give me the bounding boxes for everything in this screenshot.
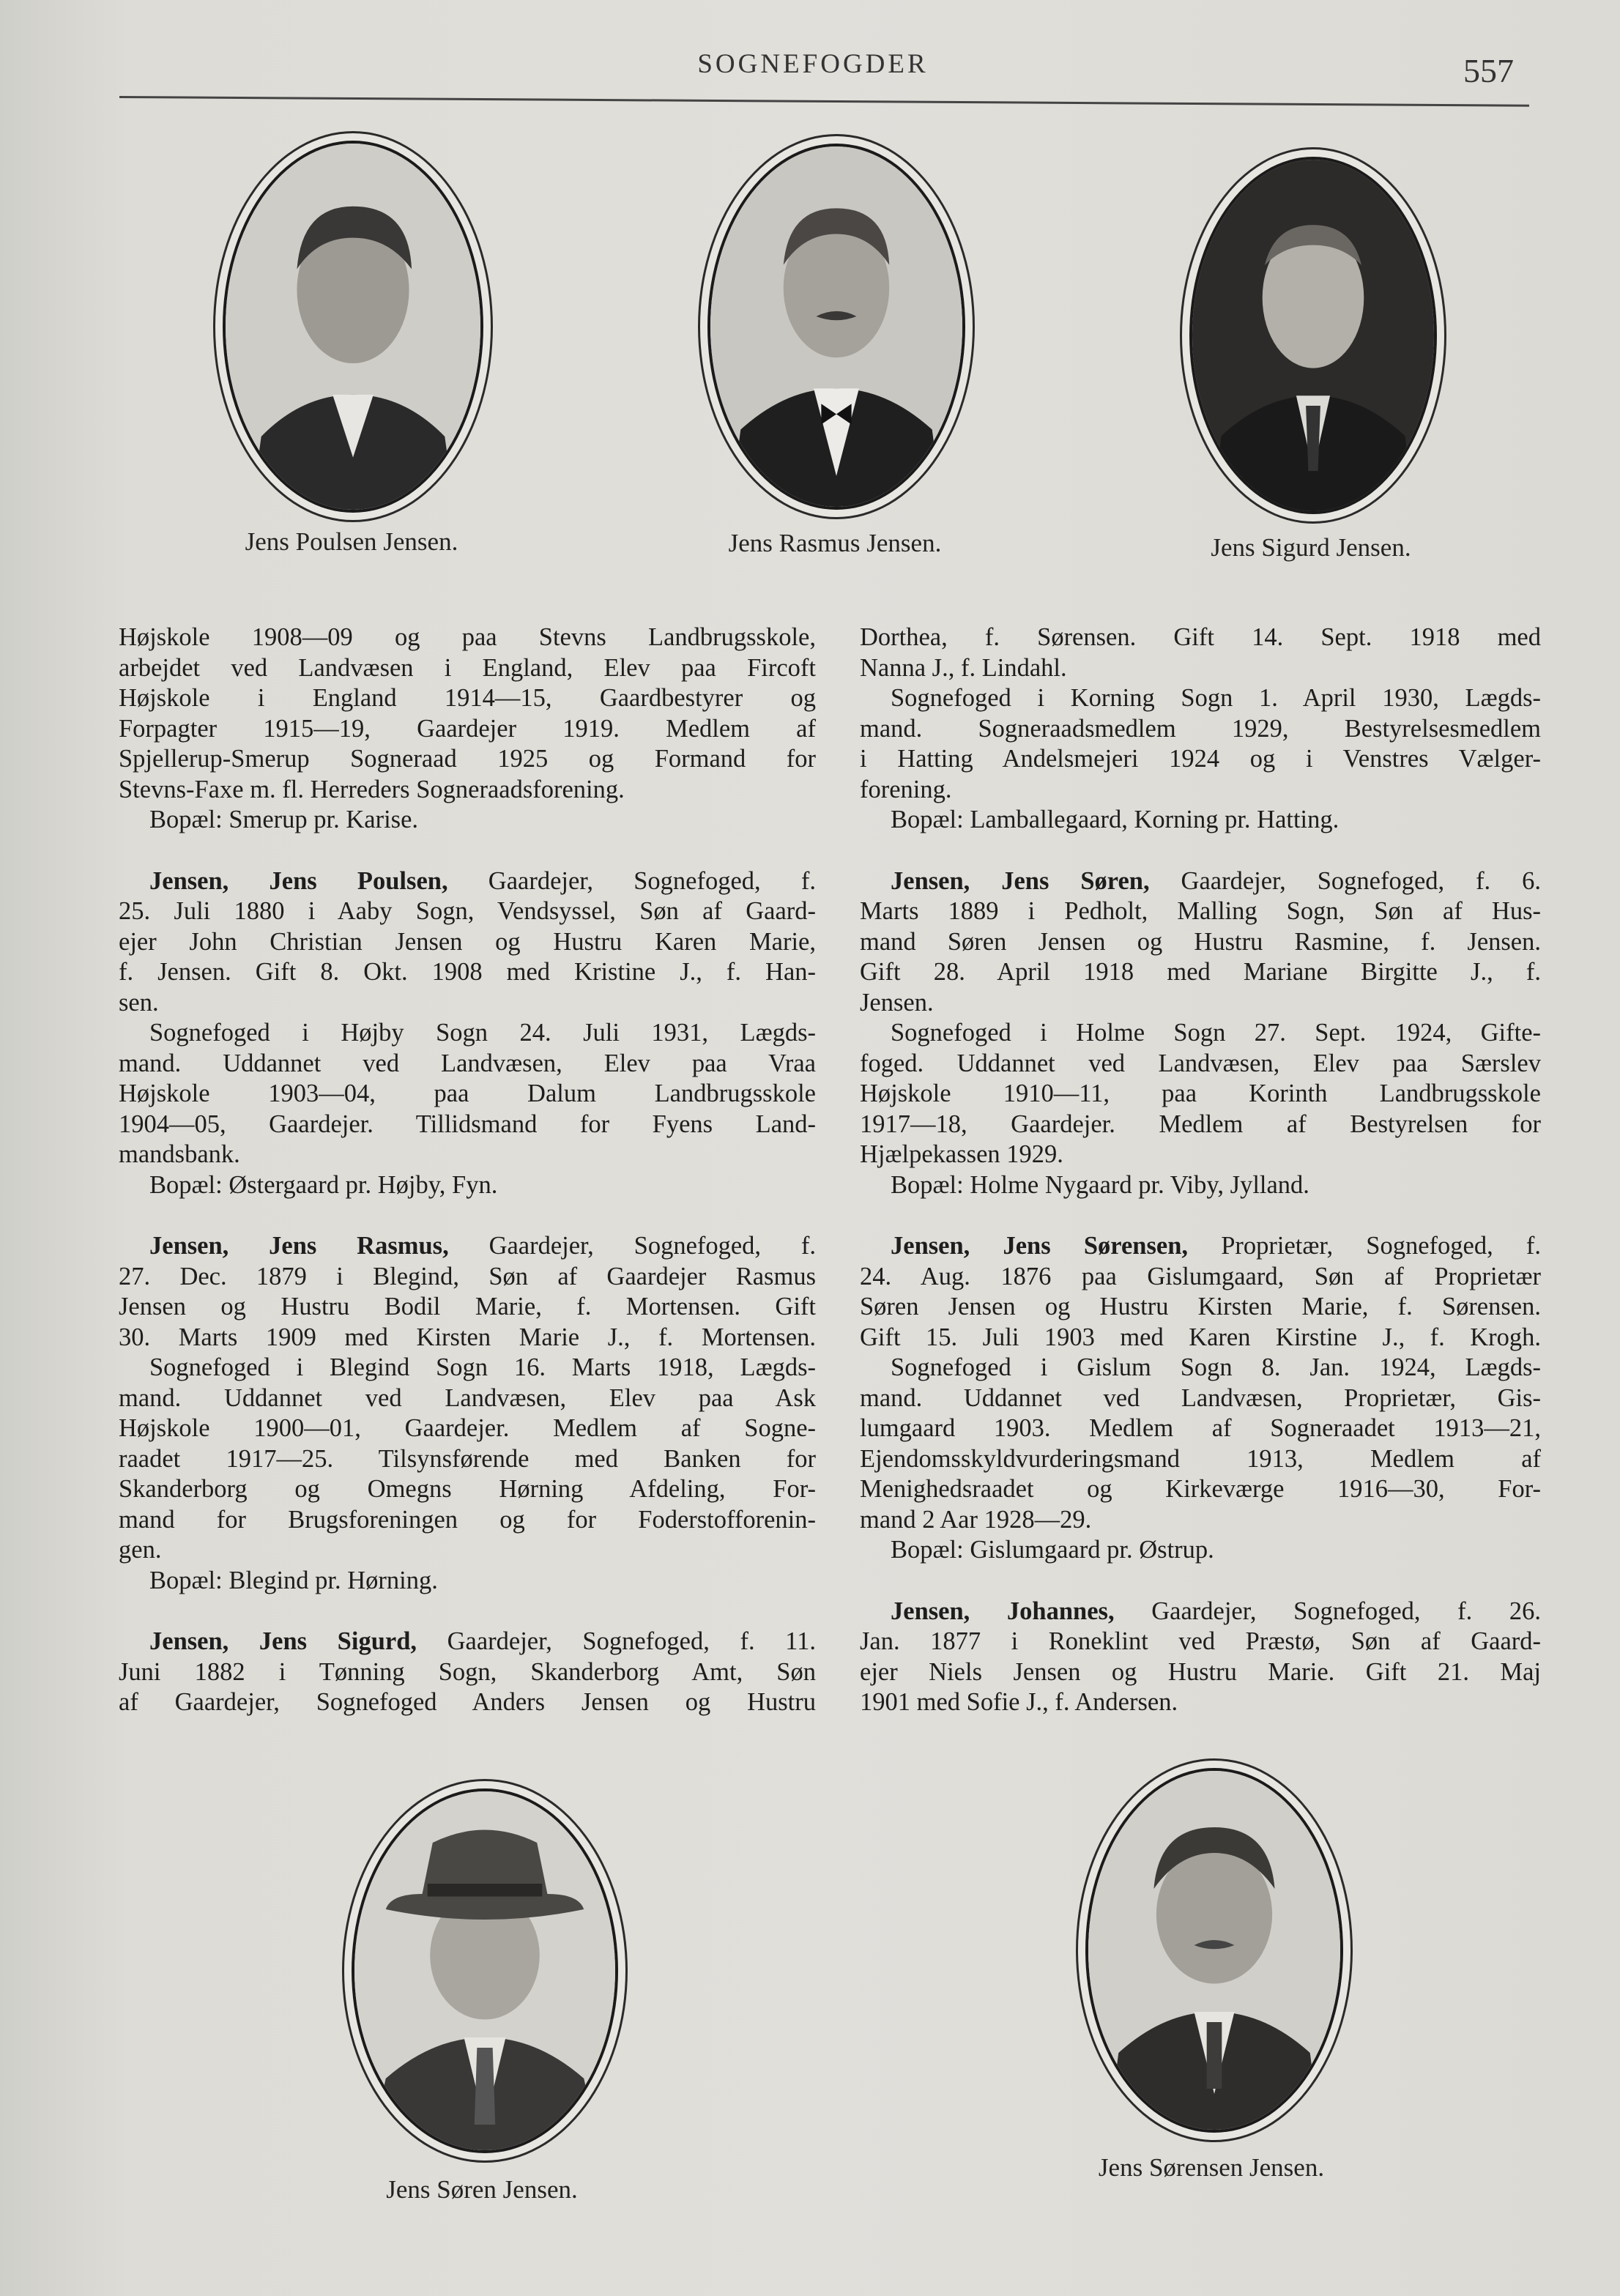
left-column	[119, 623, 816, 1749]
text-line: Sognefoged i Blegind Sogn 16. Marts 1918, Lægds-	[149, 1353, 816, 1381]
text-line: Sognefoged i Højby Sogn 24. Juli 1931, Lægds-	[149, 1019, 816, 1047]
text-line: Menighedsraadet og Kirkeværge 1916—30, For-	[860, 1475, 1541, 1503]
text-line: Ejendomsskyldvurderingsmand 1913, Medlem af	[860, 1444, 1541, 1473]
entry-heading	[119, 1231, 816, 1262]
residence-line: Bopæl: Østergaard pr. Højby, Fyn.	[149, 1170, 498, 1199]
text-line: Spjellerup-Smerup Sogneraad 1925 og Formand for	[119, 745, 816, 773]
text-line: Marts 1889 i Pedholt, Malling Sogn, Søn af Hus-	[860, 897, 1541, 925]
text-line: gen.	[119, 1536, 162, 1564]
text-line: Søren Jensen og Hustru Kirsten Marie, f. Sørensen.	[860, 1293, 1541, 1320]
text-line: mandsbank.	[119, 1140, 240, 1168]
text-line: mand for Brugsforeningen og for Foderstofforenin-	[119, 1505, 816, 1534]
text-line: Højskole i England 1914—15, Gaardbestyrer og	[119, 684, 816, 712]
residence-line: Bopæl: Blegind pr. Hørning.	[149, 1566, 438, 1594]
text-line: Stevns-Faxe m. fl. Herreders Sogneraadsforening.	[119, 775, 625, 803]
entry-heading-rest: Gaardejer, Sognefoged, f. 11.	[417, 1627, 817, 1655]
portrait-jens-rasmus-jensen	[707, 144, 965, 510]
residence-line: Bopæl: Gislumgaard pr. Østrup.	[891, 1536, 1214, 1564]
text-line: Jensen og Hustru Bodil Marie, f. Mortensen. Gift	[119, 1293, 816, 1320]
text-line: 1917—18, Gaardejer. Medlem af Bestyrelsen for	[860, 1110, 1541, 1138]
text-line: Forpagter 1915—19, Gaardejer 1919. Medlem af	[119, 714, 816, 743]
text-line: 25. Juli 1880 i Aaby Sogn, Vendsyssel, Søn af Gaard-	[119, 897, 816, 925]
entry-heading	[860, 866, 1541, 897]
text-line: mand Søren Jensen og Hustru Rasmine, f. Jensen.	[860, 927, 1541, 956]
text-line: mand. Sogneraadsmedlem 1929, Bestyrelsesmedlem	[860, 714, 1541, 743]
text-line: mand. Uddannet ved Landvæsen, Elev paa Ask	[119, 1383, 816, 1412]
entry-jens-sigurd	[119, 1627, 816, 1718]
text-line: 24. Aug. 1876 paa Gislumgaard, Søn af Proprietær	[860, 1262, 1541, 1290]
caption-jens-soren-jensen: Jens Søren Jensen.	[386, 2175, 578, 2204]
text-line: f. Jensen. Gift 8. Okt. 1908 med Kristine J., f. Han-	[119, 958, 816, 986]
text-line: Højskole 1908—09 og paa Stevns Landbrugsskole,	[119, 623, 816, 651]
text-line: Højskole 1903—04, paa Dalum Landbrugsskole	[119, 1080, 816, 1107]
portrait-photo-icon	[226, 144, 480, 510]
entry-heading-rest: Gaardejer, Sognefoged, f.	[448, 1232, 817, 1260]
caption-jens-sigurd-jensen: Jens Sigurd Jensen.	[1211, 533, 1411, 562]
text-line: 30. Marts 1909 med Kirsten Marie J., f. Mortensen.	[119, 1323, 816, 1351]
entry-intro-continuation	[119, 623, 816, 836]
text-line: Gift 28. April 1918 med Mariane Birgitte J., f.	[860, 958, 1541, 986]
text-line: Jensen.	[860, 988, 934, 1017]
entry-name: Jensen, Jens Rasmus,	[149, 1232, 449, 1260]
entry-name: Jensen, Jens Sørensen,	[891, 1232, 1189, 1260]
caption-jens-rasmus-jensen: Jens Rasmus Jensen.	[728, 529, 942, 557]
text-line: mand 2 Aar 1928—29.	[860, 1505, 1092, 1534]
portrait-photo-icon	[1192, 160, 1434, 511]
text-line: raadet 1917—25. Tilsynsførende med Banken for	[119, 1444, 816, 1473]
entry-heading-rest: Gaardejer, Sognefoged, f. 26.	[1114, 1597, 1541, 1625]
text-line: 27. Dec. 1879 i Blegind, Søn af Gaardejer Rasmus	[119, 1262, 816, 1290]
text-line: Højskole 1910—11, paa Korinth Landbrugsskole	[860, 1080, 1541, 1107]
running-header: SOGNEFOGDER	[697, 49, 929, 79]
text-line: 1901 med Sofie J., f. Andersen.	[860, 1688, 1178, 1716]
entry-heading	[119, 1627, 816, 1657]
entry-heading	[119, 866, 816, 897]
residence-line: Bopæl: Smerup pr. Karise.	[149, 806, 419, 833]
text-line: i Hatting Andelsmejeri 1924 og i Venstres Vælger-	[860, 745, 1541, 773]
entry-jens-rasmus	[119, 1231, 816, 1596]
entry-jens-sigurd-continuation	[860, 623, 1541, 836]
text-line: sen.	[119, 988, 159, 1017]
entry-heading-rest: Gaardejer, Sognefoged, f. 6.	[1149, 866, 1541, 895]
entry-jens-sorensen	[860, 1231, 1541, 1566]
entry-heading	[860, 1231, 1541, 1262]
text-line: mand. Uddannet ved Landvæsen, Elev paa Vraa	[119, 1049, 816, 1077]
entry-name: Jensen, Johannes,	[891, 1597, 1115, 1625]
text-line: ejer John Christian Jensen og Hustru Karen Marie,	[119, 927, 816, 956]
portrait-photo-icon	[354, 1791, 615, 2150]
text-line: foged. Uddannet ved Landvæsen, Elev paa Særslev	[860, 1049, 1541, 1077]
portrait-jens-soren-jensen	[352, 1788, 618, 2153]
entry-name: Jensen, Jens Sigurd,	[149, 1627, 417, 1655]
text-line: Højskole 1900—01, Gaardejer. Medlem af Sogne-	[119, 1414, 816, 1442]
text-line: forening.	[860, 775, 952, 803]
text-line: Juni 1882 i Tønning Sogn, Skanderborg Amt, Søn	[119, 1657, 816, 1686]
page-number: 557	[1463, 52, 1514, 89]
residence-line: Bopæl: Lamballegaard, Korning pr. Hatting.	[891, 806, 1340, 833]
text-line: mand. Uddannet ved Landvæsen, Proprietær, Gis-	[860, 1383, 1541, 1412]
caption-jens-poulsen-jensen: Jens Poulsen Jensen.	[245, 527, 458, 556]
text-line: Sognefoged i Holme Sogn 27. Sept. 1924, Gifte-	[891, 1019, 1541, 1047]
text-line: Sognefoged i Korning Sogn 1. April 1930, Lægds-	[891, 684, 1541, 712]
text-line: Jan. 1877 i Roneklint ved Præstø, Søn af Gaard-	[860, 1627, 1541, 1655]
text-line: Hjælpekassen 1929.	[860, 1140, 1063, 1168]
text-line: 1904—05, Gaardejer. Tillidsmand for Fyens Land-	[119, 1110, 816, 1138]
portrait-photo-icon	[710, 146, 962, 507]
header-rule	[119, 96, 1529, 107]
caption-jens-sorensen-jensen: Jens Sørensen Jensen.	[1098, 2153, 1325, 2182]
text-line: Gift 15. Juli 1903 med Karen Kirstine J., f. Krogh.	[860, 1323, 1541, 1351]
text-line: Nanna J., f. Lindahl.	[860, 653, 1067, 682]
text-line: af Gaardejer, Sognefoged Anders Jensen og Hustru	[119, 1688, 816, 1716]
text-line: ejer Niels Jensen og Hustru Marie. Gift 21. Maj	[860, 1657, 1541, 1686]
text-line: Dorthea, f. Sørensen. Gift 14. Sept. 1918 med	[860, 623, 1541, 651]
portrait-jens-sorensen-jensen	[1085, 1768, 1343, 2133]
entry-heading-rest: Proprietær, Sognefoged, f.	[1188, 1232, 1542, 1260]
entry-name: Jensen, Jens Søren,	[891, 866, 1150, 895]
text-line: lumgaard 1903. Medlem af Sogneraadet 1913—21,	[860, 1414, 1541, 1442]
text-line: Sognefoged i Gislum Sogn 8. Jan. 1924, Lægds-	[891, 1353, 1541, 1381]
text-line: arbejdet ved Landvæsen i England, Elev paa Fircoft	[119, 653, 816, 682]
right-column	[860, 623, 1541, 1749]
portrait-photo-icon	[1088, 1771, 1340, 2130]
entry-jens-soren	[860, 866, 1541, 1201]
entry-heading-rest: Gaardejer, Sognefoged, f.	[447, 866, 817, 895]
residence-line: Bopæl: Holme Nygaard pr. Viby, Jylland.	[891, 1170, 1309, 1199]
entry-johannes	[860, 1597, 1541, 1718]
portrait-jens-sigurd-jensen	[1189, 157, 1437, 514]
portrait-jens-poulsen-jensen	[223, 141, 483, 513]
text-line: Skanderborg og Omegns Hørning Afdeling, For-	[119, 1475, 816, 1503]
entry-heading	[860, 1597, 1541, 1627]
entry-jens-poulsen	[119, 866, 816, 1201]
entry-name: Jensen, Jens Poulsen,	[149, 866, 448, 895]
